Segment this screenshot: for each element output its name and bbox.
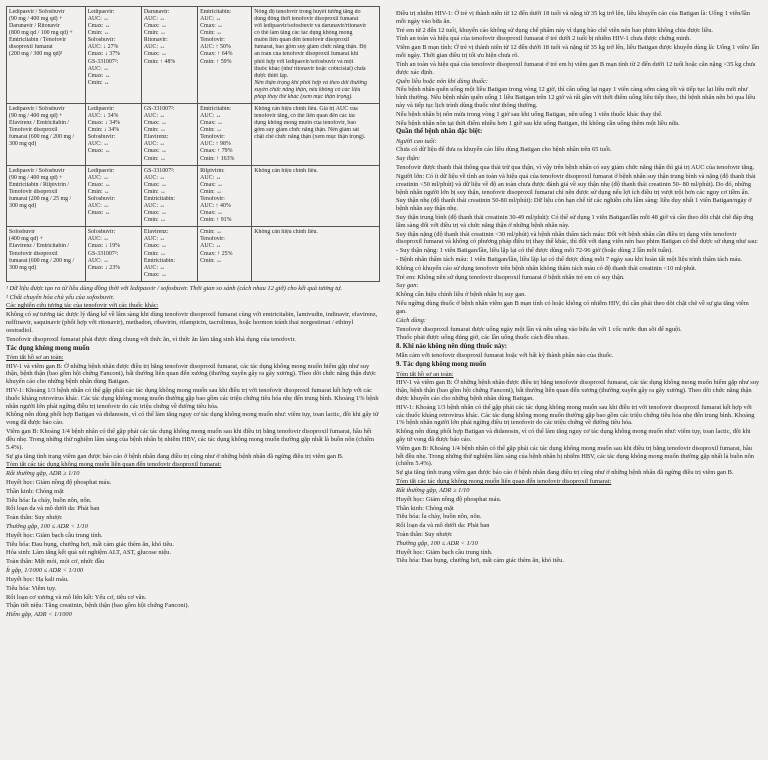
cell-text: Cmax: ↔	[87, 210, 111, 217]
paragraph: Hiếm gặp, ADR < 1/1000	[6, 611, 72, 619]
table-row	[7, 104, 380, 166]
table-cell-col2	[85, 7, 141, 104]
cell-text: Cmax: ↑ 64%	[200, 51, 233, 58]
cell-text: AUC: ↔	[143, 44, 166, 51]
paragraph: Suy gan:	[396, 282, 419, 290]
cell-text: Cmax: ↓ 19%	[87, 243, 121, 250]
cell-text: Tenofovir disoproxil	[9, 188, 58, 195]
paragraph: - Suy thận nặng: 1 viên Batigan/lần, liều lặp lại có thể được dùng mỗi 72-96 giờ (hoặc dùng 2 lần mỗi tuần).	[396, 247, 673, 255]
table-cell-col2	[85, 227, 141, 282]
paragraph: Tiêu hóa: Ỉa chảy, buồn nôn, nôn.	[6, 496, 92, 504]
paragraph: Huyết học: Giảm bạch cầu trung tính.	[6, 531, 103, 539]
cell-text: disoproxil fumarat	[9, 44, 53, 51]
cell-text: Cmin: ↔	[143, 155, 166, 162]
table-cell-col3	[141, 7, 197, 104]
cell-text: Cmin: ↔	[200, 30, 223, 37]
cell-text: Cmin: ↔	[143, 188, 166, 195]
paragraph: Nếu bệnh nhân bị nôn mửa trong vòng 1 giờ sau khi uống Batigan, nên uống 1 viên thuốc khác thay thế.	[396, 110, 663, 118]
table-cell-col3	[141, 165, 197, 227]
paragraph: Suy thận:	[396, 155, 421, 163]
table-cell-regimen	[7, 7, 86, 104]
cell-text: AUC: ↔	[143, 264, 166, 271]
table-cell-note	[252, 104, 380, 166]
cell-text: Cmax: ↔	[87, 72, 111, 79]
cell-text: GS-331007²:	[143, 106, 175, 113]
paragraph: Tiêu hóa: Đau bụng, chướng hơi, mất cảm giác thèm ăn, khó tiêu.	[6, 540, 174, 548]
table-cell-col4	[198, 7, 252, 104]
section-heading: Quần thể bệnh nhân đặc biệt:	[396, 128, 483, 136]
cell-text: Cmin: ↔	[143, 30, 166, 37]
cell-text: pháp thay thế khác (xem mục thận trọng).	[254, 93, 353, 100]
cell-text: Tenofovir:	[200, 236, 225, 243]
paragraph: Toàn thân: Suy nhược	[396, 530, 453, 538]
paragraph: Viêm gan B: Khoảng 1/4 bệnh nhân có thể gặp phải các tác dụng không mong muốn sau khi điều trị bằng tenofovir disoproxil fumarat, hầu hết đều nhẹ. Trong những thử nghiệm lâm sàng của bệnh nhân bị nhiễm HBV, các tác dụng không mong muốn thường gặp nhất là buồn nôn (chiếm 5.4%).	[396, 444, 754, 468]
paragraph: Các nghiên cứu tương tác của tenofovir với các thuốc khác:	[6, 302, 159, 310]
cell-text: 300 mg qd)	[9, 264, 37, 271]
paragraph: Không có khuyến cáo sử dụng tenofovir trên bệnh nhân không thẩm tách máu có độ thanh thải creatinin <10 ml/phút.	[396, 264, 697, 272]
cell-text: Ritonavir:	[143, 37, 168, 44]
paragraph: Suy thận nặng (độ thanh thải creatinin <30 ml/phút) và bệnh nhân thẩm tách máu: Đối với bệnh nhân cần điều trị dạng viên tenofovir disoproxil fumarat và không có phương pháp điều trị thay thế khác, thì đối với dạng viên nén bao phim Batigan có thể được sử dụng như sau:	[396, 230, 758, 246]
cell-text: Nồng độ tenofovir trong huyết tương tăng do	[254, 9, 361, 15]
cell-text: Cmin: ↓ 34%	[87, 127, 120, 134]
paragraph: Tóm tắt hồ sơ an toàn:	[396, 370, 454, 378]
cell-text: an toàn của tenofovir disoproxil fumarat khi	[254, 51, 359, 58]
cell-text: Tenofovir disoproxil	[9, 127, 58, 134]
paragraph: Tóm tắt các tác dụng không mong muốn liên quan đến tenofovir disoproxil fumarat:	[396, 478, 612, 486]
cell-text: Cmax: ↔	[87, 148, 111, 155]
cell-text: Emtricitabin:	[143, 195, 175, 202]
cell-text: AUC: ↔	[87, 257, 110, 264]
cell-text: Darunavir / Ritonavir	[9, 23, 60, 30]
cell-text: Tenofovir:	[200, 37, 225, 44]
cell-text: GS-331007²:	[87, 58, 119, 65]
paragraph: Rối loạn da và mô dưới da: Phát ban	[6, 505, 100, 513]
paragraph: Huyết học: Giảm nồng độ phosphat máu.	[6, 478, 112, 486]
cell-text: có thể làm tăng các tác dụng không mong	[254, 30, 353, 37]
cell-text: AUC: ↔	[143, 113, 166, 120]
paragraph: Tóm tắt các tác dụng không mong muốn liên quan đến tenofovir disoproxil fumarat:	[6, 461, 222, 469]
paragraph: Rất thường gặp, ADR ≥ 1/10	[396, 486, 470, 494]
cell-text: Cmin: ↑ 59%	[200, 58, 232, 65]
cell-text: tenofovir tăng, có thể liên quan đến các tác	[254, 113, 356, 120]
cell-text: AUC: ↔	[87, 141, 110, 148]
cell-text: Sofosbuvir:	[87, 229, 116, 236]
paragraph: Chưa có dữ liệu để đưa ra khuyến cáo liều dùng Batigan cho bệnh nhân trên 65 tuổi.	[396, 146, 612, 154]
cell-text: Cmax: ↔	[200, 181, 224, 188]
paragraph: Nếu ngừng dùng thuốc ở bệnh nhân viêm gan B mạn tính có hoặc không có nhiễm HIV, thì cần phải theo dõi chặt chẽ về sự gia tăng viêm gan.	[396, 300, 749, 315]
paragraph: ¹ Dữ liệu được tạo ra từ liều dùng đồng thời với ledipasvir / sofosbuvir. Thời gian so sánh (cách nhau 12 giờ) cho kết quả tương tự.	[6, 284, 343, 292]
table-row	[7, 7, 380, 104]
paragraph: Không cần hiệu chỉnh liều ở bệnh nhân bị suy gan.	[396, 291, 526, 299]
paragraph: Toàn thân: Suy nhược	[6, 514, 63, 522]
paragraph: Rất thường gặp, ADR ≥ 1/10	[6, 470, 80, 478]
cell-text: Tenofovir:	[200, 134, 225, 141]
cell-text: Nên thận trọng khi phối hợp và theo dõi thường	[254, 79, 367, 86]
paragraph: Sự gia tăng tình trạng viêm gan được báo cáo ở bệnh nhân đang điều trị cũng như ở những bệnh nhân đã ngừng điều trị viêm gan B.	[396, 469, 734, 477]
paragraph: Thận tiết niệu: Tăng creatinin, bệnh thận (bao gồm hội chứng Fanconi).	[6, 602, 190, 610]
cell-text: được thiết lập.	[254, 72, 289, 79]
paragraph: Tiêu hóa: Ỉa chảy, buồn nôn, nôn.	[396, 513, 482, 521]
cell-text: Darunavir:	[143, 9, 170, 15]
paragraph: Trẻ em: Không nên sử dụng tenofovir disoproxil fumarat ở bệnh nhân trẻ em có suy thận.	[396, 273, 625, 281]
table-cell-regimen	[7, 227, 86, 282]
cell-text: GS-331007²:	[87, 250, 119, 257]
cell-text: AUC: ↓ 27%	[87, 44, 119, 51]
cell-text: Sofosbuvir	[9, 229, 35, 236]
cell-text: AUC: ↔	[200, 113, 222, 120]
cell-text: Cmax: ↔	[200, 210, 224, 217]
paragraph: Rối loạn da và mô dưới da: Phát ban	[396, 522, 490, 530]
cell-text: (200 mg / 300 mg qd)²	[9, 51, 63, 58]
cell-text: Ledipasvir / Sofosbuvir	[9, 106, 65, 113]
cell-text: AUC: ↑ 50%	[200, 44, 231, 51]
cell-text: Cmin: ↑ 48%	[143, 58, 176, 65]
cell-text: Emtricitabin / Tenofovir	[9, 37, 67, 44]
cell-text: thuốc khác (như ritonavir hoặc cobicistat) chưa	[254, 65, 366, 72]
cell-text: Cmax: ↓ 23%	[87, 264, 121, 271]
cell-text: AUC: ↔	[87, 203, 110, 210]
cell-text: 300 mg qd)	[9, 203, 37, 210]
cell-text: dụng không mong muốn của tenofovir, bao	[254, 120, 356, 127]
cell-text: AUC: ↓ 34%	[87, 113, 119, 120]
paragraph: Thuốc phải được uống đúng giờ, các lần uống thuốc cách đều nhau.	[396, 334, 570, 342]
paragraph: Nếu bệnh nhân quên uống một liều Batigan trong vòng 12 giờ, thì cần uống lại ngay 1 viên càng sớm càng tốt và tiếp tục lại liều mới như bình thường. Nếu bệnh nhân quên uống 1 liều Batigan trên 12 giờ và rất gần với thời điểm uống liều tiếp theo, thì bệnh nhân nên bỏ qua liều này và tiếp tục lịch trình dùng thuốc như thông thường.	[396, 86, 756, 109]
cell-text: chặt chẽ chức năng thận (xem mục thận trọng).	[254, 134, 366, 141]
cell-text: AUC: ↔	[200, 243, 222, 250]
cell-text: AUC: ↔	[87, 236, 110, 243]
cell-text: AUC: ↔	[87, 174, 110, 181]
cell-text: Cmax: ↑ 79%	[200, 148, 233, 155]
cell-text: AUC: ↔	[143, 16, 166, 23]
paragraph: Tenofovir disoproxil fumarat phải được dùng chung với thức ăn, vì thức ăn làm tăng sinh khả dụng của tenofovir.	[6, 335, 296, 343]
cell-text: AUC: ↔	[143, 174, 166, 181]
table-cell-col3	[141, 227, 197, 282]
cell-text: fumarat (600 mg / 200 mg /	[9, 134, 75, 141]
table-cell-col2	[85, 104, 141, 166]
paragraph: Thần kinh: Chóng mặt	[6, 487, 64, 495]
table-cell-note	[252, 7, 380, 104]
cell-text: muốn liên quan đến tenofovir disoproxil	[254, 37, 350, 44]
cell-text: Cmax: ↔	[143, 181, 167, 188]
cell-text: Cmax: ↔	[200, 23, 224, 30]
table-cell-col4	[198, 104, 252, 166]
table-cell-col3	[141, 104, 197, 166]
cell-text: Không cần hiệu chỉnh liều.	[254, 167, 318, 174]
paragraph: Không nên dùng phối hợp Batigan và didanosin, vì có thể làm tăng nguy cơ tác dụng không mong muốn như: viêm tụy, toan lactic, đôi khi gây tử vong đã được báo cáo.	[6, 411, 379, 427]
paragraph: Rối loạn cơ xương và mô liên kết: Yếu cơ, tiêu cơ vân.	[6, 593, 147, 601]
paragraph: Thần kinh: Chóng mặt	[396, 504, 454, 512]
paragraph: - Bệnh nhân thẩm tách máu: 1 viên Batigan/lần, liều lặp lại có thể được dùng mỗi 7 ngày sau khi hoàn tất một liệu trình thẩm tách máu.	[396, 256, 743, 264]
cell-text: Cmin: ↑ 91%	[200, 217, 232, 224]
cell-text: Cmax: ↔	[143, 51, 167, 58]
cell-text: AUC: ↔	[200, 16, 222, 23]
section-heading: Tác dụng không mong muốn	[6, 344, 90, 352]
cell-text: (90 mg / 400 mg qd) +	[9, 174, 63, 181]
cell-text: fumarat (200 mg / 25 mg /	[9, 195, 72, 202]
cell-text: Tenofovir:	[200, 195, 225, 202]
cell-text: Cmin: ↔	[200, 229, 223, 236]
cell-text: AUC: ↔	[143, 141, 166, 148]
table-cell-col4	[198, 165, 252, 227]
left-column	[6, 6, 380, 620]
cell-text: Efavirenz / Emtricitabin /	[9, 243, 70, 250]
interaction-table	[6, 6, 380, 282]
cell-text: (400 mg qd) +	[9, 236, 43, 243]
cell-text: Efavirenz:	[143, 134, 169, 141]
cell-text: AUC: ↔	[200, 174, 222, 181]
paragraph: Người cao tuổi:	[396, 137, 437, 145]
cell-text: Sofosbuvir:	[87, 37, 116, 44]
paragraph: Thường gặp, 100 ≤ ADR < 1/10	[396, 539, 478, 547]
cell-text: Ledipasvir:	[87, 9, 115, 15]
cell-text: AUC: ↔	[87, 16, 110, 23]
cell-text: Efavirenz:	[143, 229, 169, 236]
cell-text: Không cần hiệu chỉnh liều.	[254, 229, 318, 236]
table-cell-note	[252, 227, 380, 282]
cell-text: Cmin: ↔	[200, 127, 223, 134]
cell-text: Tenofovir disoproxil	[9, 250, 58, 257]
paragraph: ² Chất chuyển hóa chủ yếu của sofosbuvir.	[6, 293, 115, 301]
cell-text: Cmin: ↔	[87, 30, 110, 37]
paragraph: Hóa sinh: Làm tăng kết quả xét nghiệm ALT, AST, glucose niệu.	[6, 549, 171, 557]
paragraph: Không có sự tương tác dược lý đáng kể về lâm sàng khi dùng tenofovir disoproxil fumarat cùng với emtricitabin, lamivudin, indinavir, efavirenz, nelfinavir, saquinavir (phối hợp với ritonavir), methadon, ribavirin, rifampicin, tacrolimus, hoặc hormon tránh thai norgestimat / ethinyl oestradiol.	[6, 311, 378, 334]
section-heading: 8. Khi nào không nên dùng thuốc này:	[396, 343, 508, 351]
cell-text: AUC: ↑ 40%	[200, 203, 231, 210]
paragraph: Huyết học: Giảm bạch cầu trung tính.	[396, 548, 493, 556]
cell-text: GS-331007²:	[143, 167, 175, 174]
cell-text: Ledipasvir / Sofosbuvir	[9, 9, 65, 15]
cell-text: Cmax: ↓ 34%	[87, 120, 121, 127]
cell-text: Cmax: ↔	[143, 271, 167, 278]
table-cell-regimen	[7, 165, 86, 227]
cell-text: Cmax: ↔	[143, 243, 167, 250]
cell-text: Cmax: ↔	[143, 210, 167, 217]
cell-text: dùng đồng thời tenofovir disoproxil fumarat	[254, 16, 359, 23]
cell-text: Cmin: ↔	[200, 257, 223, 264]
right-column	[396, 10, 760, 566]
cell-text: (90 mg / 400 mg qd) +	[9, 16, 63, 23]
cell-text: xuyên chức năng thận, nếu không có các liệu	[254, 86, 361, 93]
cell-text: fumarat, bao gồm suy giảm chức năng thận. Độ	[254, 44, 367, 51]
cell-text: Cmax: ↔	[143, 120, 167, 127]
table-cell-note	[252, 165, 380, 227]
cell-text: Cmin: ↑ 163%	[200, 155, 235, 162]
paragraph: Thường gặp, 100 ≤ ADR < 1/10	[6, 523, 88, 531]
cell-text: 300 mg qd)	[9, 141, 37, 148]
paragraph: Toàn thân: Mệt mỏi, mỏi cơ, nhức đầu	[6, 558, 105, 566]
cell-text: AUC: ↔	[87, 65, 110, 72]
cell-text: Sofosbuvir:	[87, 134, 116, 141]
cell-text: Cmin: ↔	[143, 127, 166, 134]
paragraph: Ít gặp, 1/1000 ≤ ADR < 1/100	[6, 567, 84, 575]
paragraph: Nếu bệnh nhân nôn tại thời điểm nhiều hơn 1 giờ sau khi uống Batigan, thì không cần uống thêm một liều nữa.	[396, 119, 680, 127]
paragraph: HIV-1: Khoảng 1/3 bệnh nhân có thể gặp phải các tác dụng không mong muốn sau khi điều trị với tenofovir disoproxil fumarat kết hợp với các thuốc kháng retrovirus khác. Các tác dụng không mong muốn thường gặp bao gồm các triệu chứng tiêu hóa nhẹ đến trung bình. Khoảng 1% bệnh nhân người lớn phải ngừng điều trị tenofovir do các triệu chứng về đường tiêu hóa.	[396, 403, 755, 427]
paragraph: Tiêu hóa: Đau bụng, chướng hơi, mất cảm giác thèm ăn, khó tiêu.	[396, 557, 564, 565]
paragraph: Tính an toàn và hiệu quả của tenofovir disoproxil fumarat ở trẻ dưới 2 tuổi bị nhiễm HIV-1 chưa được chứng minh.	[396, 35, 691, 43]
paragraph: Sự gia tăng tình trạng viêm gan được báo cáo ở bệnh nhân đang điều trị cũng như ở những bệnh nhân đã ngừng điều trị viêm gan B.	[6, 452, 344, 460]
paragraph: Suy thận nhẹ (độ thanh thải creatinin 50-80 ml/phút): Dữ liệu còn hạn chế từ các nghiên cứu lâm sàng: liều duy nhất 1 viên Batigan/ngày ở bệnh nhân suy thận nhẹ.	[396, 197, 752, 213]
cell-text: Cmin: ↔	[200, 188, 223, 195]
section-heading: 9. Tác dụng không mong muốn	[396, 361, 487, 369]
cell-text: phối hợp với ledipasvir/sofosbuvir và một	[254, 58, 354, 65]
paragraph: Cách dùng:	[396, 316, 426, 324]
cell-text: với ledipasvir/sofosbuvir và darunavir/ritonavir	[254, 23, 367, 30]
paragraph: HIV-1 và viêm gan B: Ở những bệnh nhân được điều trị bằng tenofovir disoproxil fumarat, các tác dụng không mong muốn hiếm gặp như suy thận, bệnh thận (bao gồm hội chứng Fanconi), bất thường liên quan đến xương (thường xuyên gây ra gãy xương). Theo dõi chức năng thận được khuyến cáo cho những bệnh nhân dùng Batigan.	[6, 362, 377, 386]
paragraph: Tính an toàn và hiệu quả của tenofovir disoproxil fumarat ở trẻ em bị viêm gan B mạn tính từ 2 đến dưới 12 tuổi hoặc cân nặng <35 kg chưa được xác định.	[396, 60, 756, 76]
cell-text: AUC: ↔	[143, 236, 166, 243]
cell-text: Cmax: ↔	[143, 148, 167, 155]
paragraph: Viêm gan B mạn tính: Ở trẻ vị thành niên từ 12 đến dưới 18 tuổi và nặng từ 35 kg trở lên, liều Batigan được khuyến dùng là: Uống 1 viên/ lần mỗi ngày. Thời gian điều trị tối ưu hiện chưa rõ.	[396, 44, 760, 60]
cell-text: Ledipasvir:	[87, 106, 115, 113]
cell-text: Cmax: ↑ 25%	[200, 250, 233, 257]
table-row	[7, 165, 380, 227]
cell-text: Cmax: ↔	[87, 23, 111, 30]
cell-text: Cmin: ↔	[143, 217, 166, 224]
cell-text: Cmin: ↔	[87, 79, 110, 86]
paragraph: Quên liều hoặc nôn khi dùng thuốc:	[396, 77, 488, 85]
cell-text: Efavirenz / Emtricitabin /	[9, 120, 70, 127]
paragraph: Tenofovir disoproxil fumarat được uống ngày một lần và nên uống vào bữa ăn với 1 cốc nước đun sôi để nguội.	[396, 325, 682, 333]
cell-text: Cmax: ↓ 37%	[87, 51, 121, 58]
paragraph: Người lớn: Có ít dữ liệu về tính an toàn và hiệu quả của tenofovir disoproxil fumarat ở bệnh nhân suy thận trung bình và nặng (độ thanh thải creatinin <50 ml/phút) và dữ liệu về độ an toàn chưa được đánh giá về suy thận nhẹ (độ thanh thải creatinin 50- 80 ml/phút). Do đó, những bệnh nhân người lớn bị suy thận, tenofovir disoproxil fumarat chỉ nên được sử dụng nếu lợi ích điều trị vượt trội hơn các nguy cơ tiềm ẩn.	[396, 172, 756, 196]
paragraph: Tiêu hóa: Viêm tụy.	[6, 584, 57, 592]
paragraph: Tenofovir được thanh thải thông qua thải trừ qua thận, vì vậy trên bệnh nhân có suy giảm chức năng thận thì giá trị AUC của tenofovir tăng.	[396, 164, 755, 172]
paragraph: Trẻ em từ 2 đến 12 tuổi, khuyến cáo không sử dụng chế phẩm này vì dạng bào chế viên nén bao phim không chia được liều.	[396, 26, 714, 34]
paragraph: HIV-1 và viêm gan B: Ở những bệnh nhân được điều trị bằng tenofovir disoproxil fumarat, các tác dụng không mong muốn hiếm gặp như suy thận, bệnh thận (bao gồm hội chứng Fanconi), bất thường liên quan đến xương (thường xuyên gây ra gãy xương). Theo dõi chức năng thận được khuyến cáo cho những bệnh nhân dùng Batigan.	[396, 379, 760, 402]
cell-text: Rilpivirin:	[200, 167, 225, 174]
cell-text: AUC: ↑ 98%	[200, 141, 231, 148]
paragraph: Không nên dùng phối hợp Batigan và didanosin, vì có thể làm tăng nguy cơ tác dụng không mong muốn như: viêm tụy, toan lactic, đôi khi gây tử vong đã được báo cáo.	[396, 428, 751, 444]
paragraph: Huyết học: Giảm nồng độ phosphat máu.	[396, 495, 502, 503]
cell-text: Không cần hiệu chỉnh liều. Giá trị AUC của	[254, 106, 358, 113]
cell-text: Sofosbuvir:	[87, 195, 116, 202]
table-cell-col4	[198, 227, 252, 282]
left-notes	[6, 285, 380, 619]
cell-text: Emtricitabin:	[200, 9, 232, 15]
cell-text: Emtricitabin:	[200, 106, 232, 113]
paragraph: Mẫn cảm với tenofovir disoproxil fumarat hoặc với bất kỳ thành phần nào của thuốc.	[396, 352, 614, 360]
paragraph: Viêm gan B: Khoảng 1/4 bệnh nhân có thể gặp phải các tác dụng không mong muốn sau khi điều trị bằng tenofovir disoproxil fumarat, hầu hết đều nhẹ. Trong những thử nghiệm lâm sàng của bệnh nhân bị nhiễm HBV, các tác dụng không mong muốn thường gặp nhất là buồn nôn (chiếm 5.4%).	[6, 428, 374, 451]
table-cell-regimen	[7, 104, 86, 166]
cell-text: (800 mg qd / 100 mg qd) +	[9, 30, 73, 37]
cell-text: fumarat (600 mg / 200 mg /	[9, 257, 75, 264]
cell-text: Cmax: ↔	[143, 23, 167, 30]
cell-text: Ledipasvir / Sofosbuvir	[9, 167, 65, 174]
table-row	[7, 227, 380, 282]
paragraph: HIV-1: Khoảng 1/3 bệnh nhân có thể gặp phải các tác dụng không mong muốn sau khi điều trị với tenofovir disoproxil fumarat kết hợp với các thuốc kháng retrovirus khác. Các tác dụng không mong muốn thường gặp bao gồm các triệu chứng tiêu hóa nhẹ đến trung bình. Khoảng 1% bệnh nhân người lớn phải ngừng điều trị tenofovir do các triệu chứng về đường tiêu hóa.	[6, 387, 379, 410]
cell-text: Cmax: ↔	[87, 181, 111, 188]
cell-text: Cmin: ↔	[143, 250, 166, 257]
table-cell-col2	[85, 165, 141, 227]
cell-text: AUC: ↔	[143, 203, 166, 210]
paragraph: Huyết học: Hạ kali máu.	[6, 575, 69, 583]
cell-text: Cmax: ↔	[200, 120, 224, 127]
paragraph: Suy thận trung bình (độ thanh thải creatinin 30-49 ml/phút): Có thể sử dụng 1 viên Batigan/lần mỗi 48 giờ và cần theo dõi chặt chẽ đáp ứng lâm sàng đối với điều trị và chức năng thận ở những bệnh nhân này.	[396, 213, 754, 229]
paragraph: Tóm tắt hồ sơ an toàn:	[6, 353, 64, 361]
paragraph: Điều trị nhiễm HIV-1: Ở trẻ vị thành niên từ 12 đến dưới 18 tuổi và nặng từ 35 kg trở lên, liều khuyến cáo của Batigan là: Uống 1 viên/lần mỗi ngày vào bữa ăn.	[396, 10, 750, 25]
cell-text: Emtricitabin / Rilpivirin /	[9, 181, 70, 188]
cell-text: Cmin: ↔	[87, 188, 110, 195]
cell-text: gồm suy giảm chức năng thận. Nên giám sát	[254, 127, 360, 134]
cell-text: (90 mg / 400 mg qd) +	[9, 113, 63, 120]
cell-text: Ledipasvir:	[87, 167, 115, 174]
cell-text: Emtricitabin:	[143, 257, 175, 264]
